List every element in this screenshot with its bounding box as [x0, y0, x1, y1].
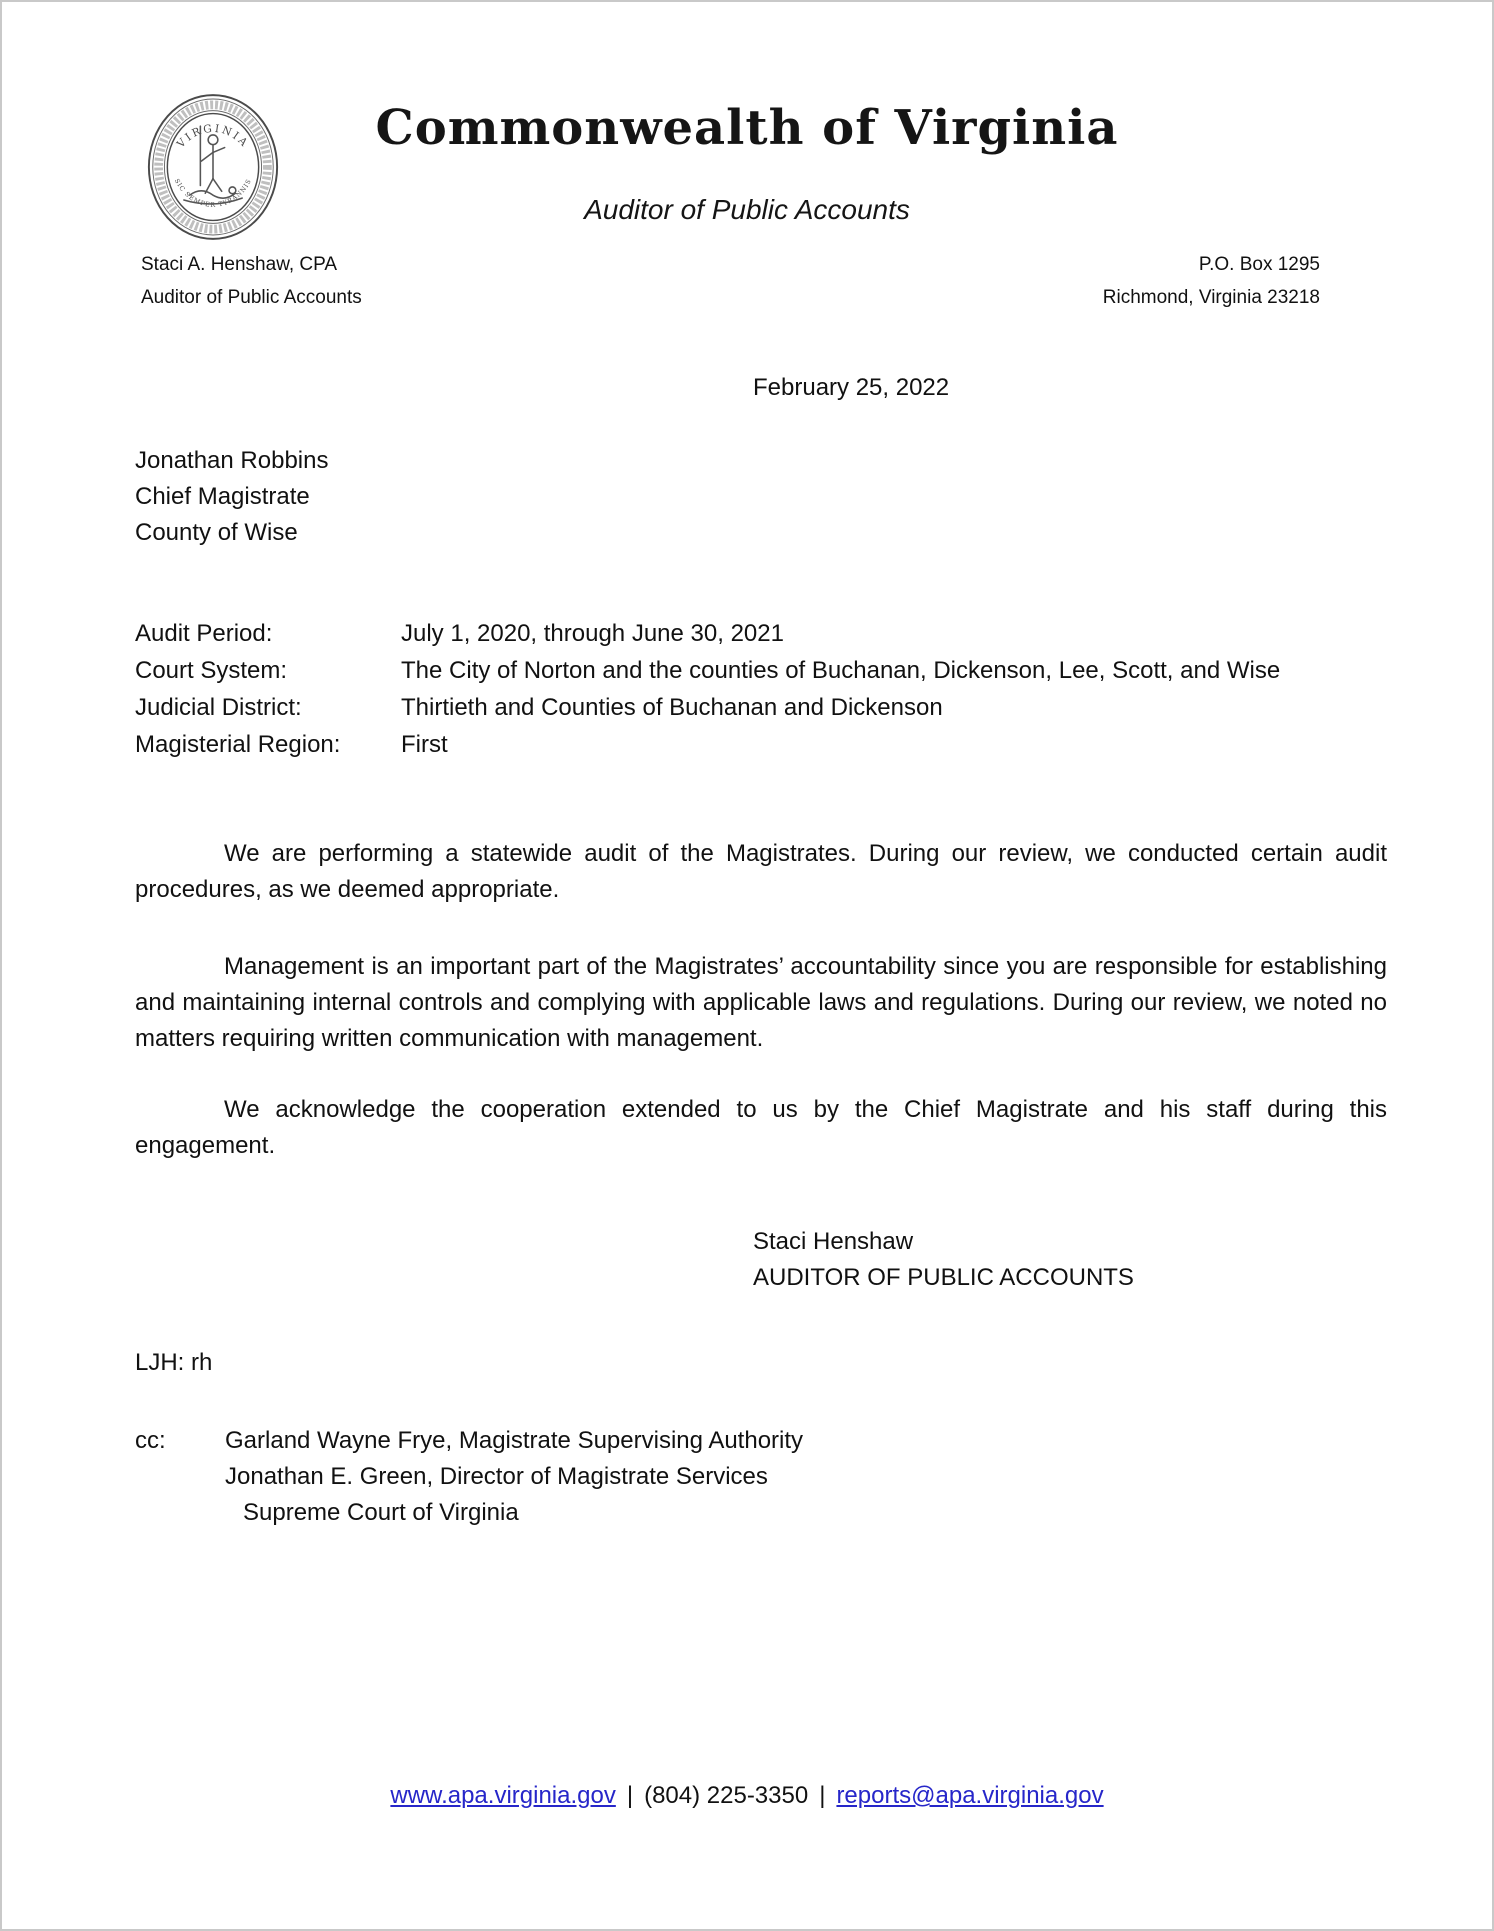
page-title: Commonwealth of Virginia: [375, 100, 1119, 156]
cc-entry-3: Supreme Court of Virginia: [243, 1499, 519, 1526]
seal-bottom-text: SIC SEMPER TYRANNIS: [172, 177, 254, 209]
recipient-block: [135, 443, 328, 551]
court-system-value: The City of Norton and the counties of Buchanan, Dickenson, Lee, Scott, and Wise: [401, 657, 1281, 684]
email-link[interactable]: reports@apa.virginia.gov: [836, 1782, 1104, 1809]
auditor-contact-block: [141, 248, 362, 314]
audit-row-court-system: [135, 652, 1387, 689]
cc-entry-1: Garland Wayne Frye, Magistrate Supervising Authority: [225, 1427, 804, 1454]
recipient-name: Jonathan Robbins: [135, 447, 329, 474]
website-link[interactable]: www.apa.virginia.gov: [390, 1782, 616, 1809]
magisterial-region-label: Magisterial Region:: [135, 731, 341, 758]
letter-date: February 25, 2022: [753, 374, 950, 401]
audit-row-judicial-district: [135, 689, 1387, 726]
audit-info-table: [135, 615, 1387, 763]
cc-entry-2: Jonathan E. Green, Director of Magistrate Services: [225, 1463, 768, 1490]
typist-reference: LJH: rh: [135, 1349, 213, 1376]
recipient-title: Chief Magistrate: [135, 483, 310, 510]
footer-separator: |: [626, 1782, 634, 1809]
footer: [2, 1778, 1492, 1814]
phone-number: (804) 225-3350: [644, 1782, 809, 1809]
judicial-district-value: Thirtieth and Counties of Buchanan and Dickenson: [401, 694, 943, 721]
signature-block: [753, 1224, 1134, 1296]
audit-period-label: Audit Period:: [135, 620, 273, 647]
court-system-label: Court System:: [135, 657, 288, 684]
body-paragraph-1: We are performing a statewide audit of the Magistrates. During our review, we conducted certain audit procedures, as we deemed appropriate.: [135, 840, 1387, 903]
auditor-name: Staci A. Henshaw, CPA: [141, 254, 338, 275]
seal-top-text: VIRGINIA: [174, 121, 252, 151]
judicial-district-label: Judicial District:: [135, 694, 302, 721]
cc-block: [135, 1423, 803, 1531]
po-box: P.O. Box 1295: [1198, 254, 1320, 275]
auditor-title: Auditor of Public Accounts: [141, 287, 362, 308]
signature-title: AUDITOR OF PUBLIC ACCOUNTS: [753, 1264, 1134, 1291]
cc-entries: [225, 1423, 803, 1531]
office-address-block: [1103, 248, 1320, 314]
audit-row-period: [135, 615, 1387, 652]
page-subtitle: Auditor of Public Accounts: [584, 194, 910, 225]
city-state-zip: Richmond, Virginia 23218: [1102, 287, 1320, 308]
recipient-org: County of Wise: [135, 519, 298, 546]
footer-separator: |: [819, 1782, 826, 1809]
magisterial-region-value: First: [401, 731, 448, 758]
body-paragraph-3: We acknowledge the cooperation extended to us by the Chief Magistrate and his staff during this engagement.: [135, 1096, 1387, 1159]
signature-name: Staci Henshaw: [753, 1228, 914, 1255]
audit-row-magisterial-region: [135, 726, 1387, 763]
body-paragraph-2: Management is an important part of the Magistrates’ accountability since you are responsible for establishing and maintaining internal controls and complying with applicable laws and regulations. During our review, we noted no matters requiring written communication with management.: [135, 953, 1387, 1052]
cc-label: cc:: [135, 1427, 166, 1454]
audit-period-value: July 1, 2020, through June 30, 2021: [401, 620, 784, 647]
